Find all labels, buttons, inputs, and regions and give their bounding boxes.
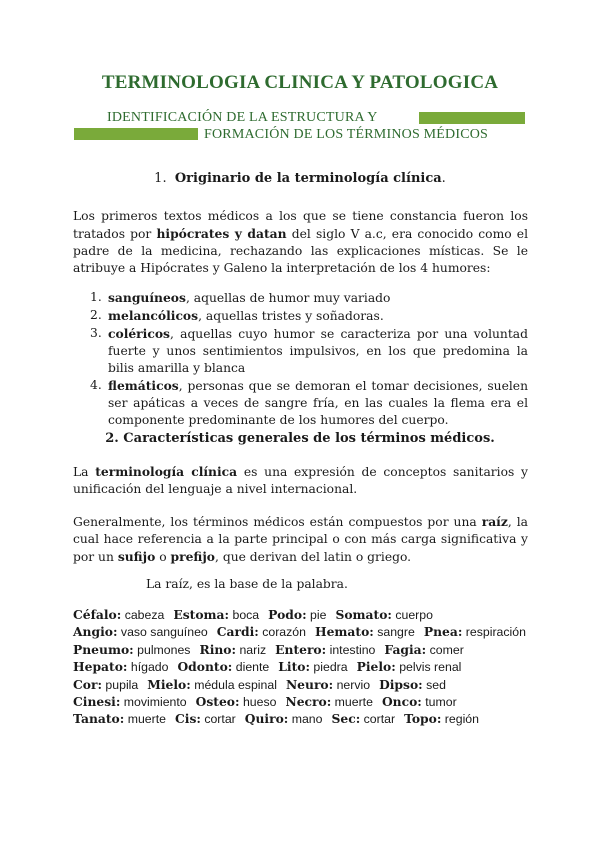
glossary-term — [268, 608, 326, 622]
glossary-term — [382, 695, 457, 709]
glossary-term — [379, 678, 446, 692]
section-1-paragraph — [73, 208, 528, 277]
term-meaning: corazón — [258, 625, 306, 640]
humor-name: flemáticos — [108, 378, 179, 393]
glossary-term — [384, 643, 463, 657]
term-meaning: sed — [422, 677, 446, 692]
term-root: Dipso: — [379, 676, 423, 692]
glossary-term — [286, 678, 370, 692]
humor-description: , aquellas cuyo humor se caracteriza por una voluntad fuerte y unos sentimientos impulsivos, en los que predomina la bilis amarilla y blanca — [108, 327, 528, 375]
glossary-term — [73, 660, 168, 674]
term-root: Neuro: — [285, 676, 334, 692]
list-number: 4. — [90, 378, 102, 392]
paragraph-bold: prefijo — [170, 549, 216, 564]
term-root: Odonto: — [177, 659, 233, 675]
list-item — [73, 325, 528, 377]
humors-list — [73, 289, 528, 429]
section-1-title: Originario de la terminología clínica — [174, 171, 442, 186]
term-root: Somato: — [335, 607, 392, 622]
glossary-row — [73, 659, 533, 676]
humor-name: melancólicos — [108, 308, 199, 323]
term-meaning: muerte — [331, 694, 373, 709]
paragraph-bold: sufijo — [117, 549, 156, 564]
list-item — [73, 289, 528, 307]
paragraph-text: Los primeros textos médicos a los que se tiene constancia fueron los tratados por — [73, 209, 528, 241]
subtitle-line-2: FORMACIÓN DE LOS TÉRMINOS MÉDICOS — [204, 127, 489, 142]
term-root: Onco: — [381, 693, 422, 709]
glossary-row — [73, 642, 533, 659]
section-2-paragraph-1 — [73, 463, 528, 498]
term-meaning: movimiento — [120, 694, 187, 709]
glossary-term — [73, 712, 166, 726]
term-meaning: cortar — [360, 712, 396, 727]
glossary-term — [177, 660, 269, 674]
term-root: Estoma: — [173, 607, 230, 622]
paragraph-bold: raíz — [481, 514, 508, 529]
glossary-row — [73, 677, 533, 694]
term-meaning: pie — [306, 608, 327, 622]
term-root: Angio: — [73, 624, 118, 640]
list-number: 3. — [90, 326, 102, 340]
term-root: Hemato: — [314, 624, 374, 640]
root-definition: La raíz, es la base de la palabra. — [146, 577, 348, 591]
glossary-term — [73, 608, 164, 622]
term-root: Cinesi: — [73, 693, 121, 709]
term-meaning: cuerpo — [391, 608, 433, 622]
term-root: Mielo: — [147, 676, 191, 692]
term-root: Necro: — [285, 693, 332, 709]
terms-glossary — [73, 607, 533, 729]
glossary-term — [73, 678, 138, 692]
term-meaning: comer — [426, 642, 464, 657]
term-meaning: pupila — [102, 677, 139, 692]
paragraph-bold: terminología clínica — [95, 464, 238, 479]
term-meaning: región — [441, 712, 479, 727]
term-meaning: nariz — [236, 642, 267, 657]
humor-name: sanguíneos — [108, 290, 186, 305]
paragraph-text: , la cual hace referencia a la parte principal o con más carga significativa y por un — [73, 515, 528, 564]
paragraph-text: La — [73, 465, 96, 479]
section-2-heading — [0, 431, 600, 446]
term-meaning: pelvis renal — [395, 660, 462, 675]
glossary-term — [278, 660, 347, 674]
glossary-term — [424, 625, 526, 639]
term-root: Pneumo: — [73, 641, 134, 657]
paragraph-text: , que derivan del latin o griego. — [215, 550, 412, 564]
glossary-term — [357, 660, 462, 674]
section-2-title: 2. Características generales de los términos médicos. — [105, 431, 495, 446]
term-root: Topo: — [404, 711, 442, 727]
term-root: Hepato: — [73, 659, 128, 675]
section-2-paragraph-2 — [73, 513, 528, 566]
term-meaning: piedra — [310, 660, 348, 675]
glossary-term — [315, 625, 415, 639]
term-root: Podo: — [268, 607, 307, 622]
glossary-term — [245, 712, 323, 726]
decorative-bar-left — [74, 128, 198, 140]
list-number: 1. — [90, 290, 102, 304]
term-meaning: intestino — [326, 642, 376, 657]
term-root: Cor: — [73, 676, 103, 692]
glossary-row — [73, 607, 533, 624]
term-root: Osteo: — [195, 693, 240, 709]
term-meaning: tumor — [421, 694, 457, 709]
glossary-term — [196, 695, 277, 709]
paragraph-bold: hipócrates y datan — [156, 226, 287, 241]
term-root: Sec: — [331, 711, 361, 727]
term-root: Rino: — [199, 641, 237, 657]
humor-description: , personas que se demoran el tomar decisiones, suelen ser apáticas a veces de sangre fría, en las cuales la flema era el componente predominante de los humores del cuerpo. — [108, 379, 528, 427]
glossary-term — [404, 712, 479, 726]
term-root: Céfalo: — [73, 607, 122, 622]
paragraph-text: es una expresión de conceptos sanitarios y unificación del lenguaje a nivel internacional. — [73, 465, 528, 496]
glossary-term — [175, 712, 236, 726]
list-number: 2. — [90, 308, 102, 322]
glossary-term — [73, 695, 187, 709]
humor-description: , aquellas tristes y soñadoras. — [198, 309, 384, 323]
term-root: Pielo: — [356, 659, 396, 675]
paragraph-text: o — [155, 550, 171, 564]
term-root: Cardi: — [216, 624, 259, 640]
list-item — [73, 377, 528, 429]
glossary-term — [73, 643, 190, 657]
term-meaning: cortar — [200, 712, 236, 727]
term-root: Tanato: — [73, 711, 125, 727]
paragraph-text: del siglo V a.c, era conocido como el padre de la medicina, rechazando las explicaciones místicas. Se le atribuye a Hipócrates y Galeno la interpretación de los 4 humores: — [73, 227, 529, 275]
term-root: Entero: — [275, 641, 327, 657]
term-root: Cis: — [174, 711, 201, 727]
glossary-term — [173, 608, 259, 622]
term-meaning: muerte — [124, 712, 166, 727]
term-meaning: médula espinal — [190, 677, 277, 692]
term-meaning: hígado — [127, 660, 169, 675]
glossary-term — [285, 695, 372, 709]
glossary-term — [335, 608, 433, 622]
term-meaning: mano — [288, 712, 323, 727]
glossary-term — [147, 678, 277, 692]
glossary-row — [73, 624, 533, 641]
list-item — [73, 307, 528, 325]
term-root: Quiro: — [244, 711, 289, 727]
term-meaning: hueso — [239, 694, 277, 709]
term-meaning: respiración — [462, 625, 526, 640]
glossary-term — [275, 643, 375, 657]
glossary-term — [73, 625, 208, 639]
term-meaning: boca — [229, 608, 260, 622]
document-title: TERMINOLOGIA CLINICA Y PATOLOGICA — [101, 72, 499, 93]
paragraph-text: Generalmente, los términos médicos están compuestos por una — [73, 515, 482, 529]
term-meaning: diente — [232, 660, 270, 675]
term-meaning: nervio — [333, 677, 371, 692]
decorative-bar-right — [419, 112, 525, 124]
glossary-row — [73, 694, 533, 711]
glossary-term — [199, 643, 266, 657]
term-root: Pnea: — [423, 624, 463, 640]
glossary-term — [217, 625, 306, 639]
term-meaning: cabeza — [121, 608, 165, 622]
subtitle-line-1: IDENTIFICACIÓN DE LA ESTRUCTURA Y — [107, 110, 378, 125]
section-1-heading — [0, 171, 600, 186]
humor-name: coléricos — [108, 326, 170, 341]
section-1-number: 1. — [154, 171, 167, 186]
section-1-suffix: . — [441, 171, 446, 186]
term-root: Fagia: — [384, 641, 427, 657]
term-meaning: vaso sanguíneo — [117, 625, 208, 640]
glossary-term — [332, 712, 396, 726]
humor-description: , aquellas de humor muy variado — [185, 291, 391, 305]
term-root: Lito: — [278, 659, 311, 675]
glossary-row — [73, 711, 533, 728]
term-meaning: sangre — [373, 625, 415, 640]
term-meaning: pulmones — [133, 642, 191, 657]
